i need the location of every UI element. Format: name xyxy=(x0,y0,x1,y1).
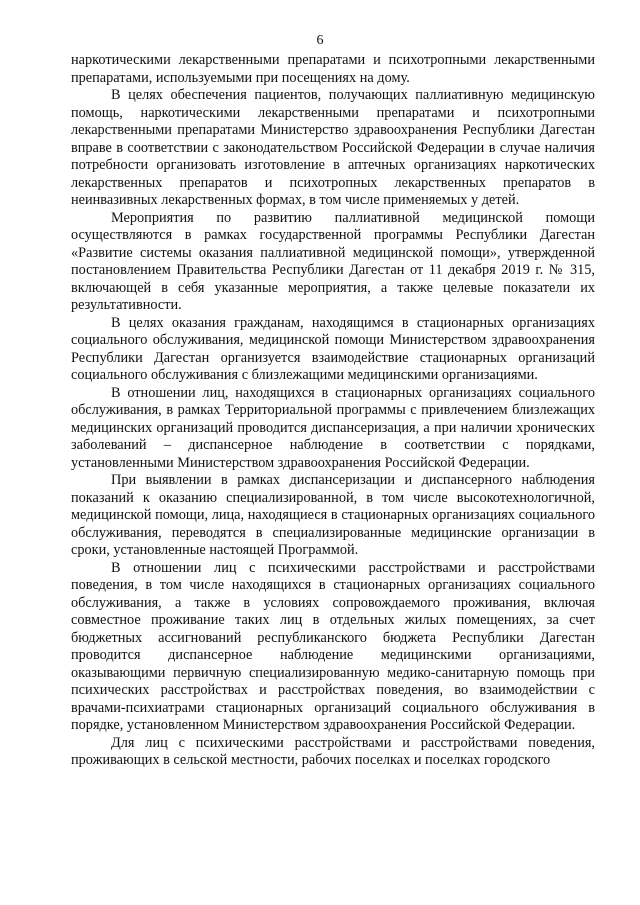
paragraph: В отношении лиц, находящихся в стационарных организациях социального обслуживания, в рамках Территориальной программы с привлечением близлежащих медицинских организаций проводится диспансеризация, а при наличии хронических заболеваний – диспансерное наблюдение в соответствии с порядками, установленными Министерством здравоохранения Российской Федерации. xyxy=(71,384,595,471)
paragraph: В целях обеспечения пациентов, получающих паллиативную медицинскую помощь, наркотическими лекарственными препаратами и психотропными лекарственными препаратами Министерство здравоохранения Республики Дагестан вправе в соответствии с законодательством Российской Федерации в случае наличия потребности организовать изготовление в аптечных организациях наркотических лекарственных препаратов и психотропных лекарственных препаратов в неинвазивных лекарственных формах, в том числе применяемых у детей. xyxy=(71,87,595,208)
document-body xyxy=(71,52,595,770)
paragraph: Для лиц с психическими расстройствами и расстройствами поведения, проживающих в сельской местности, рабочих поселках и поселках городского xyxy=(71,734,595,768)
paragraph-continuation: наркотическими лекарственными препаратами и психотропными лекарственными препаратами, используемыми при посещениях на дому. xyxy=(71,52,595,86)
paragraph: В отношении лиц с психическими расстройствами и расстройствами поведения, в том числе находящихся в стационарных организациях социального обслуживания, а также в условиях сопровождаемого проживания, включая совместное проживание таких лиц в отдельных жилых помещениях, за счет бюджетных ассигнований республиканского бюджета Республики Дагестан проводится диспансерное наблюдение медицинскими организациями, оказывающими первичную специализированную медико-санитарную помощь при психических расстройствах и расстройствах поведения, во взаимодействии с врачами-психиатрами стационарных организаций социального обслуживания в порядке, установленном Министерством здравоохранения Российской Федерации. xyxy=(71,559,595,733)
paragraph: В целях оказания гражданам, находящимся в стационарных организациях социального обслуживания, медицинской помощи Министерством здравоохранения Республики Дагестан организуется взаимодействие стационарных организаций социального обслуживания с близлежащими медицинскими организациями. xyxy=(71,314,595,383)
paragraph: При выявлении в рамках диспансеризации и диспансерного наблюдения показаний к оказанию специализированной, в том числе высокотехнологичной, медицинской помощи, лица, находящиеся в стационарных организациях социального обслуживания, переводятся в специализированные медицинские организации в сроки, установленные настоящей Программой. xyxy=(71,472,595,558)
paragraph: Мероприятия по развитию паллиативной медицинской помощи осуществляются в рамках государственной программы Республики Дагестан «Развитие системы оказания паллиативной медицинской помощи», утвержденной постановлением Правительства Республики Дагестан от 11 декабря 2019 г. № 315, включающей в себя указанные мероприятия, а также целевые показатели их результативности. xyxy=(71,209,595,313)
page-number: 6 xyxy=(316,33,324,48)
